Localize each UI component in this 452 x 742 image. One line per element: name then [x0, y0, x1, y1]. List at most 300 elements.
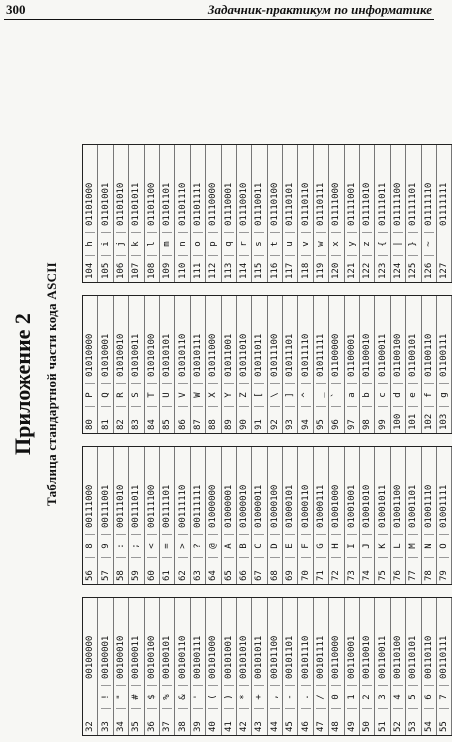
binary-cell: 01010000: [85, 333, 96, 377]
table-row: [391, 145, 406, 282]
binary-cell: 01001101: [408, 484, 419, 528]
code-cell: 105: [100, 262, 111, 279]
binary-cell: 00100110: [177, 635, 188, 679]
table-row: [252, 447, 267, 584]
table-block: [82, 144, 452, 283]
code-cell: 119: [316, 262, 327, 279]
code-cell: 40: [208, 721, 219, 732]
table-row: [175, 598, 190, 735]
char-cell: /: [316, 685, 326, 709]
table-row: [237, 447, 252, 584]
binary-cell: 01011111: [316, 333, 327, 377]
code-cell: 115: [254, 262, 265, 279]
table-row: [129, 598, 144, 735]
binary-cell: 01011000: [208, 333, 219, 377]
char-cell: O: [439, 534, 449, 558]
table-row: [422, 447, 437, 584]
code-cell: 107: [131, 262, 142, 279]
char-cell: w: [316, 232, 326, 256]
code-cell: 99: [377, 419, 388, 430]
char-cell: E: [285, 534, 295, 558]
table-row: [82, 145, 98, 282]
table-row: [160, 598, 175, 735]
binary-cell: 01101010: [115, 182, 126, 226]
binary-cell: 00110001: [346, 635, 357, 679]
char-cell: \: [270, 383, 280, 407]
char-cell: 4: [393, 685, 403, 709]
binary-cell: 01100111: [439, 333, 450, 377]
table-row: [222, 145, 237, 282]
code-cell: 110: [177, 262, 188, 279]
char-cell: ": [116, 685, 126, 709]
char-cell: R: [116, 383, 126, 407]
binary-cell: 00100010: [115, 635, 126, 679]
char-cell: I: [347, 534, 357, 558]
char-cell: f: [424, 383, 434, 407]
code-cell: 93: [285, 419, 296, 430]
binary-cell: 00111010: [115, 484, 126, 528]
table-row: [406, 447, 421, 584]
char-cell: K: [378, 534, 388, 558]
table-row: [145, 145, 160, 282]
table-row: [314, 296, 329, 433]
table-row: [406, 296, 421, 433]
table-row: [437, 145, 452, 282]
table-row: [375, 296, 390, 433]
code-cell: 39: [192, 721, 203, 732]
char-cell: 6: [424, 685, 434, 709]
char-cell: !: [101, 685, 111, 709]
code-cell: 76: [393, 570, 403, 581]
table-row: [345, 447, 360, 584]
table-row: [114, 145, 129, 282]
code-cell: 65: [223, 570, 234, 581]
char-cell: G: [316, 534, 326, 558]
char-cell: B: [239, 534, 249, 558]
table-row: [175, 447, 190, 584]
table-row: [191, 145, 206, 282]
binary-cell: 01011100: [269, 333, 280, 377]
char-cell: {: [378, 232, 388, 256]
char-cell: &: [178, 685, 188, 709]
rotated-content: [0, 28, 450, 740]
binary-cell: 01111111: [439, 182, 450, 226]
code-cell: 49: [346, 721, 357, 732]
char-cell: u: [285, 232, 295, 256]
binary-cell: 00111111: [192, 484, 203, 528]
char-cell: 9: [101, 534, 111, 558]
code-cell: 106: [115, 262, 126, 279]
binary-cell: 01011010: [239, 333, 250, 377]
code-cell: 61: [162, 570, 173, 581]
code-cell: 58: [115, 570, 126, 581]
char-cell: [: [254, 383, 264, 407]
code-cell: 104: [85, 262, 96, 279]
table-row: [98, 145, 113, 282]
code-cell: 94: [300, 419, 311, 430]
binary-cell: 01110000: [208, 182, 219, 226]
binary-cell: 00101011: [254, 635, 265, 679]
binary-cell: 01000010: [239, 484, 250, 528]
appendix-title: Приложение 2: [10, 313, 35, 455]
page-number: 300: [6, 2, 26, 17]
table-row: [191, 447, 206, 584]
code-cell: 79: [439, 570, 450, 581]
code-cell: 109: [162, 262, 173, 279]
binary-cell: 01110011: [254, 182, 265, 226]
code-cell: 102: [423, 413, 434, 430]
code-cell: 67: [254, 570, 265, 581]
binary-cell: 01101111: [192, 182, 203, 226]
char-cell: c: [378, 383, 388, 407]
code-cell: 108: [146, 262, 157, 279]
code-cell: 124: [393, 262, 403, 279]
table-row: [206, 145, 221, 282]
binary-cell: 01110010: [239, 182, 250, 226]
binary-cell: 01100001: [346, 333, 357, 377]
code-cell: 51: [377, 721, 388, 732]
table-row: [145, 447, 160, 584]
code-cell: 103: [439, 413, 450, 430]
binary-cell: 01000110: [300, 484, 311, 528]
binary-cell: 00110000: [331, 635, 342, 679]
table-row: [329, 447, 344, 584]
table-row: [375, 447, 390, 584]
table-row: [298, 598, 313, 735]
code-cell: 52: [393, 721, 403, 732]
char-cell: @: [208, 534, 218, 558]
table-row: [283, 598, 298, 735]
char-cell: ^: [301, 383, 311, 407]
char-cell: x: [331, 232, 341, 256]
char-cell: ': [193, 685, 203, 709]
binary-cell: 00100111: [192, 635, 203, 679]
code-cell: 50: [362, 721, 373, 732]
table-row: [360, 296, 375, 433]
code-cell: 34: [115, 721, 126, 732]
binary-cell: 01100110: [423, 333, 434, 377]
table-row: [98, 447, 113, 584]
table-row: [345, 296, 360, 433]
char-cell: 7: [439, 685, 449, 709]
table-row: [175, 145, 190, 282]
char-cell: ;: [131, 534, 141, 558]
binary-cell: 01001010: [362, 484, 373, 528]
binary-cell: 01011011: [254, 333, 265, 377]
binary-cell: 01101011: [131, 182, 142, 226]
binary-cell: 01110001: [223, 182, 234, 226]
code-cell: 85: [162, 419, 173, 430]
binary-cell: 01011101: [285, 333, 296, 377]
code-cell: 117: [285, 262, 296, 279]
char-cell: Y: [224, 383, 234, 407]
binary-cell: 01111010: [362, 182, 373, 226]
code-cell: 77: [408, 570, 419, 581]
char-cell: p: [208, 232, 218, 256]
binary-cell: 00111000: [85, 484, 96, 528]
table-row: [160, 145, 175, 282]
table-row: [129, 145, 144, 282]
code-cell: 45: [285, 721, 296, 732]
code-cell: 38: [177, 721, 188, 732]
table-row: [129, 447, 144, 584]
code-cell: 114: [239, 262, 250, 279]
table-row: [114, 598, 129, 735]
table-row: [360, 447, 375, 584]
table-block: [82, 597, 452, 736]
code-cell: 36: [146, 721, 157, 732]
code-cell: 122: [362, 262, 373, 279]
binary-cell: 00100101: [162, 635, 173, 679]
binary-cell: 00111001: [100, 484, 111, 528]
code-cell: 90: [239, 419, 250, 430]
code-cell: 56: [85, 570, 96, 581]
char-cell: b: [362, 383, 372, 407]
table-row: [360, 598, 375, 735]
char-cell: ): [224, 685, 234, 709]
table-row: [98, 296, 113, 433]
binary-cell: 00111110: [177, 484, 188, 528]
page-header: [0, 0, 438, 22]
binary-cell: 01000101: [285, 484, 296, 528]
ascii-table: [82, 132, 452, 736]
table-row: [82, 598, 98, 735]
char-cell: L: [393, 534, 403, 558]
table-row: [82, 447, 98, 584]
binary-cell: 01010001: [100, 333, 111, 377]
char-cell: T: [147, 383, 157, 407]
binary-cell: 00110011: [377, 635, 388, 679]
binary-cell: 01110100: [269, 182, 280, 226]
code-cell: 68: [269, 570, 280, 581]
binary-cell: 00110110: [423, 635, 434, 679]
header-rule: [4, 19, 434, 20]
binary-cell: 01110101: [285, 182, 296, 226]
code-cell: 89: [223, 419, 234, 430]
code-cell: 86: [177, 419, 188, 430]
table-block: [82, 446, 452, 585]
table-row: [268, 598, 283, 735]
table-row: [98, 598, 113, 735]
code-cell: 73: [346, 570, 357, 581]
char-cell: d: [393, 383, 403, 407]
table-row: [160, 296, 175, 433]
binary-cell: 01101001: [100, 182, 111, 226]
code-cell: 127: [439, 262, 450, 279]
binary-cell: 00101010: [239, 635, 250, 679]
char-cell: +: [254, 685, 264, 709]
binary-cell: 01001111: [439, 484, 450, 528]
char-cell: S: [131, 383, 141, 407]
char-cell: k: [131, 232, 141, 256]
table-row: [237, 598, 252, 735]
table-row: [422, 598, 437, 735]
table-row: [268, 447, 283, 584]
code-cell: 91: [254, 419, 265, 430]
table-row: [360, 145, 375, 282]
code-cell: 57: [100, 570, 111, 581]
binary-cell: 00110100: [393, 635, 403, 679]
binary-cell: 01001011: [377, 484, 388, 528]
table-row: [206, 296, 221, 433]
binary-cell: 00111011: [131, 484, 142, 528]
binary-cell: 00101000: [208, 635, 219, 679]
table-row: [329, 598, 344, 735]
code-cell: 125: [408, 262, 419, 279]
binary-cell: 01100101: [408, 333, 419, 377]
table-row: [422, 296, 437, 433]
table-row: [268, 296, 283, 433]
table-row: [345, 145, 360, 282]
code-cell: 96: [331, 419, 342, 430]
char-cell: j: [116, 232, 126, 256]
binary-cell: 01001001: [346, 484, 357, 528]
binary-cell: 01100011: [377, 333, 388, 377]
char-cell: $: [147, 685, 157, 709]
char-cell: n: [178, 232, 188, 256]
char-cell: 3: [378, 685, 388, 709]
table-row: [175, 296, 190, 433]
table-row: [298, 447, 313, 584]
table-row: [129, 296, 144, 433]
binary-cell: 01010111: [192, 333, 203, 377]
code-cell: 78: [423, 570, 434, 581]
char-cell: *: [239, 685, 249, 709]
char-cell: y: [347, 232, 357, 256]
binary-cell: 00101110: [300, 635, 311, 679]
table-row: [298, 296, 313, 433]
binary-cell: 01010101: [162, 333, 173, 377]
char-cell: z: [362, 232, 372, 256]
char-cell: U: [162, 383, 172, 407]
binary-cell: 01101000: [85, 182, 96, 226]
table-title: Таблица стандартной части кода ASCII: [44, 261, 59, 507]
table-row: [437, 447, 452, 584]
table-row: [222, 447, 237, 584]
code-cell: 84: [146, 419, 157, 430]
binary-cell: 01000011: [254, 484, 265, 528]
char-cell: -: [285, 685, 295, 709]
binary-cell: 01011110: [300, 333, 311, 377]
table-row: [222, 598, 237, 735]
char-cell: t: [270, 232, 280, 256]
binary-cell: 01111100: [393, 182, 403, 226]
char-cell: H: [331, 534, 341, 558]
binary-cell: 00101100: [269, 635, 280, 679]
code-cell: 35: [131, 721, 142, 732]
table-row: [191, 296, 206, 433]
table-row: [252, 598, 267, 735]
char-cell: h: [85, 232, 95, 256]
code-cell: 64: [208, 570, 219, 581]
char-cell: X: [208, 383, 218, 407]
binary-cell: 01111000: [331, 182, 342, 226]
table-row: [283, 145, 298, 282]
code-cell: 121: [346, 262, 357, 279]
code-cell: 32: [85, 721, 96, 732]
binary-cell: 01111011: [377, 182, 388, 226]
binary-cell: 01110111: [316, 182, 327, 226]
code-cell: 70: [300, 570, 311, 581]
char-cell: (: [208, 685, 218, 709]
table-row: [391, 296, 406, 433]
char-cell: :: [116, 534, 126, 558]
char-cell: i: [101, 232, 111, 256]
table-row: [345, 598, 360, 735]
char-cell: F: [301, 534, 311, 558]
binary-cell: 00100011: [131, 635, 142, 679]
binary-cell: 01101101: [162, 182, 173, 226]
char-cell: 2: [362, 685, 372, 709]
binary-cell: 00101001: [223, 635, 234, 679]
binary-cell: 00111100: [146, 484, 157, 528]
code-cell: 83: [131, 419, 142, 430]
binary-cell: 01111110: [423, 182, 434, 226]
char-cell: g: [439, 383, 449, 407]
table-row: [375, 145, 390, 282]
code-cell: 98: [362, 419, 373, 430]
code-cell: 74: [362, 570, 373, 581]
code-cell: 88: [208, 419, 219, 430]
code-cell: 101: [408, 413, 419, 430]
code-cell: 80: [85, 419, 96, 430]
char-cell: M: [408, 534, 418, 558]
table-row: [437, 598, 452, 735]
table-row: [160, 447, 175, 584]
char-cell: <: [147, 534, 157, 558]
table-row: [422, 145, 437, 282]
binary-cell: 01101110: [177, 182, 188, 226]
binary-cell: 01001000: [331, 484, 342, 528]
char-cell: l: [147, 232, 157, 256]
char-cell: C: [254, 534, 264, 558]
char-cell: P: [85, 383, 95, 407]
table-row: [237, 296, 252, 433]
table-row: [206, 598, 221, 735]
table-row: [375, 598, 390, 735]
code-cell: 126: [423, 262, 434, 279]
table-row: [391, 447, 406, 584]
binary-cell: 01100100: [393, 333, 403, 377]
binary-cell: 01001100: [393, 484, 403, 528]
char-cell: W: [193, 383, 203, 407]
table-row: [391, 598, 406, 735]
char-cell: e: [408, 383, 418, 407]
code-cell: 95: [316, 419, 327, 430]
code-cell: 120: [331, 262, 342, 279]
table-row: [283, 447, 298, 584]
char-cell: a: [347, 383, 357, 407]
table-row: [314, 145, 329, 282]
table-row: [191, 598, 206, 735]
table-row: [252, 296, 267, 433]
binary-cell: 01110110: [300, 182, 311, 226]
char-cell: >: [178, 534, 188, 558]
char-cell: Z: [239, 383, 249, 407]
binary-cell: 00110111: [439, 635, 450, 679]
table-row: [237, 145, 252, 282]
table-row: [437, 296, 452, 433]
table-row: [222, 296, 237, 433]
code-cell: 59: [131, 570, 142, 581]
code-cell: 81: [100, 419, 111, 430]
binary-cell: 01111101: [408, 182, 419, 226]
table-block: [82, 295, 452, 434]
char-cell: 0: [331, 685, 341, 709]
binary-cell: 01010010: [115, 333, 126, 377]
table-row: [406, 598, 421, 735]
char-cell: N: [424, 534, 434, 558]
